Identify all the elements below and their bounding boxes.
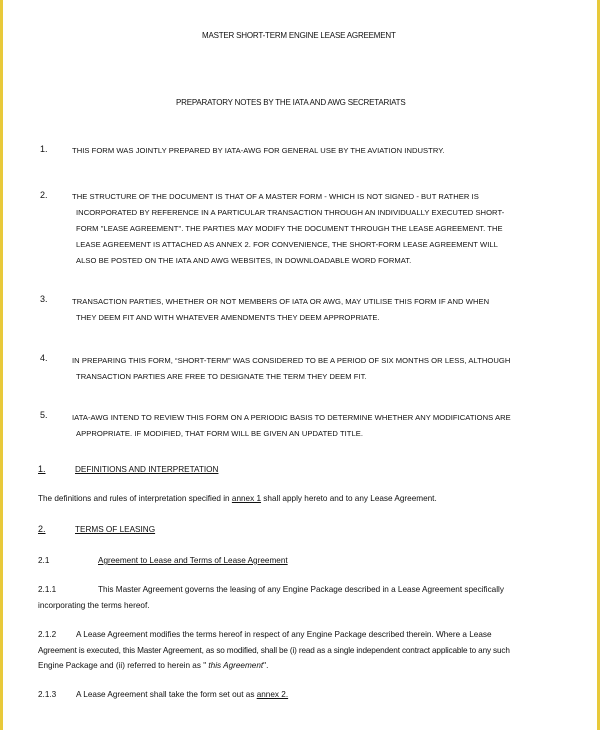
clause-2-1-2-number: 2.1.2 xyxy=(38,630,57,639)
note-5-number: 5. xyxy=(40,410,48,420)
document-page xyxy=(3,0,597,730)
clause-2-1-1-line-1: This Master Agreement governs the leasing of any Engine Package described in a Lease Agreement specifically xyxy=(98,585,504,594)
note-5-line-1: IATA-AWG INTEND TO REVIEW THIS FORM ON A PERIODIC BASIS TO DETERMINE WHETHER ANY MODIFICATIONS ARE xyxy=(72,413,511,422)
clause-2-1-2-line-2: Agreement is executed, this Master Agreement, as so modified, shall be (i) read as a single independent contract applicable to any such xyxy=(38,646,510,655)
preparatory-notes-heading: PREPARATORY NOTES BY THE IATA AND AWG SECRETARIATS xyxy=(176,98,406,107)
note-1-line-1: THIS FORM WAS JOINTLY PREPARED BY IATA-AWG FOR GENERAL USE BY THE AVIATION INDUSTRY. xyxy=(72,146,445,155)
note-2-line-1: THE STRUCTURE OF THE DOCUMENT IS THAT OF A MASTER FORM - WHICH IS NOT SIGNED - BUT RATHER IS xyxy=(72,192,479,201)
section-1-text: The definitions and rules of interpretation specified in annex 1 shall apply hereto and to any Lease Agreement. xyxy=(38,494,437,503)
section-1-number: 1. xyxy=(38,464,46,474)
clause-2-1-3-text: A Lease Agreement shall take the form set out as annex 2. xyxy=(76,690,289,699)
document-title: MASTER SHORT-TERM ENGINE LEASE AGREEMENT xyxy=(202,31,396,40)
note-2-line-5: ALSO BE POSTED ON THE IATA AND AWG WEBSITES, IN DOWNLOADABLE WORD FORMAT. xyxy=(76,256,412,265)
clause-2-1-number: 2.1 xyxy=(38,556,50,565)
clause-2-1-2-line-3: Engine Package and (ii) referred to herein as " this Agreement". xyxy=(38,661,269,670)
note-4-line-2: TRANSACTION PARTIES ARE FREE TO DESIGNATE THE TERM THEY DEEM FIT. xyxy=(76,372,367,381)
clause-2-1-2-line-1: A Lease Agreement modifies the terms hereof in respect of any Engine Package described therein. Where a Lease xyxy=(76,630,492,639)
note-5-line-2: APPROPRIATE. IF MODIFIED, THAT FORM WILL BE GIVEN AN UPDATED TITLE. xyxy=(76,429,364,438)
note-2-line-2: INCORPORATED BY REFERENCE IN A PARTICULAR TRANSACTION THROUGH AN INDIVIDUALLY EXECUTED SHORT- xyxy=(76,208,505,217)
section-2-heading: TERMS OF LEASING xyxy=(75,525,156,534)
annex-2-link[interactable]: annex 2. xyxy=(256,690,289,699)
note-2-line-4: LEASE AGREEMENT IS ATTACHED AS ANNEX 2. FOR CONVENIENCE, THE SHORT-FORM LEASE AGREEMENT WILL xyxy=(76,240,498,249)
clause-2-1-1-number: 2.1.1 xyxy=(38,585,57,594)
annex-1-link[interactable]: annex 1 xyxy=(231,494,262,503)
clause-2-1-1-line-2: incorporating the terms hereof. xyxy=(38,601,150,610)
note-4-number: 4. xyxy=(40,353,48,363)
note-3-number: 3. xyxy=(40,294,48,304)
clause-2-1-3-number: 2.1.3 xyxy=(38,690,57,699)
section-1-heading: DEFINITIONS AND INTERPRETATION xyxy=(75,465,219,474)
note-3-line-2: THEY DEEM FIT AND WITH WHATEVER AMENDMENTS THEY DEEM APPROPRIATE. xyxy=(76,313,380,322)
note-2-number: 2. xyxy=(40,190,48,200)
note-3-line-1: TRANSACTION PARTIES, WHETHER OR NOT MEMBERS OF IATA OR AWG, MAY UTILISE THIS FORM IF AND WHEN xyxy=(72,297,490,306)
note-2-line-3: FORM "LEASE AGREEMENT". THE PARTIES MAY MODIFY THE DOCUMENT THROUGH THE LEASE AGREEMENT. THE xyxy=(76,224,503,233)
clause-2-1-heading: Agreement to Lease and Terms of Lease Agreement xyxy=(98,556,288,565)
note-1-number: 1. xyxy=(40,144,48,154)
section-2-number: 2. xyxy=(38,524,46,534)
note-4-line-1: IN PREPARING THIS FORM, “SHORT-TERM” WAS CONSIDERED TO BE A PERIOD OF SIX MONTHS OR LESS, ALTHOUGH xyxy=(72,356,511,365)
